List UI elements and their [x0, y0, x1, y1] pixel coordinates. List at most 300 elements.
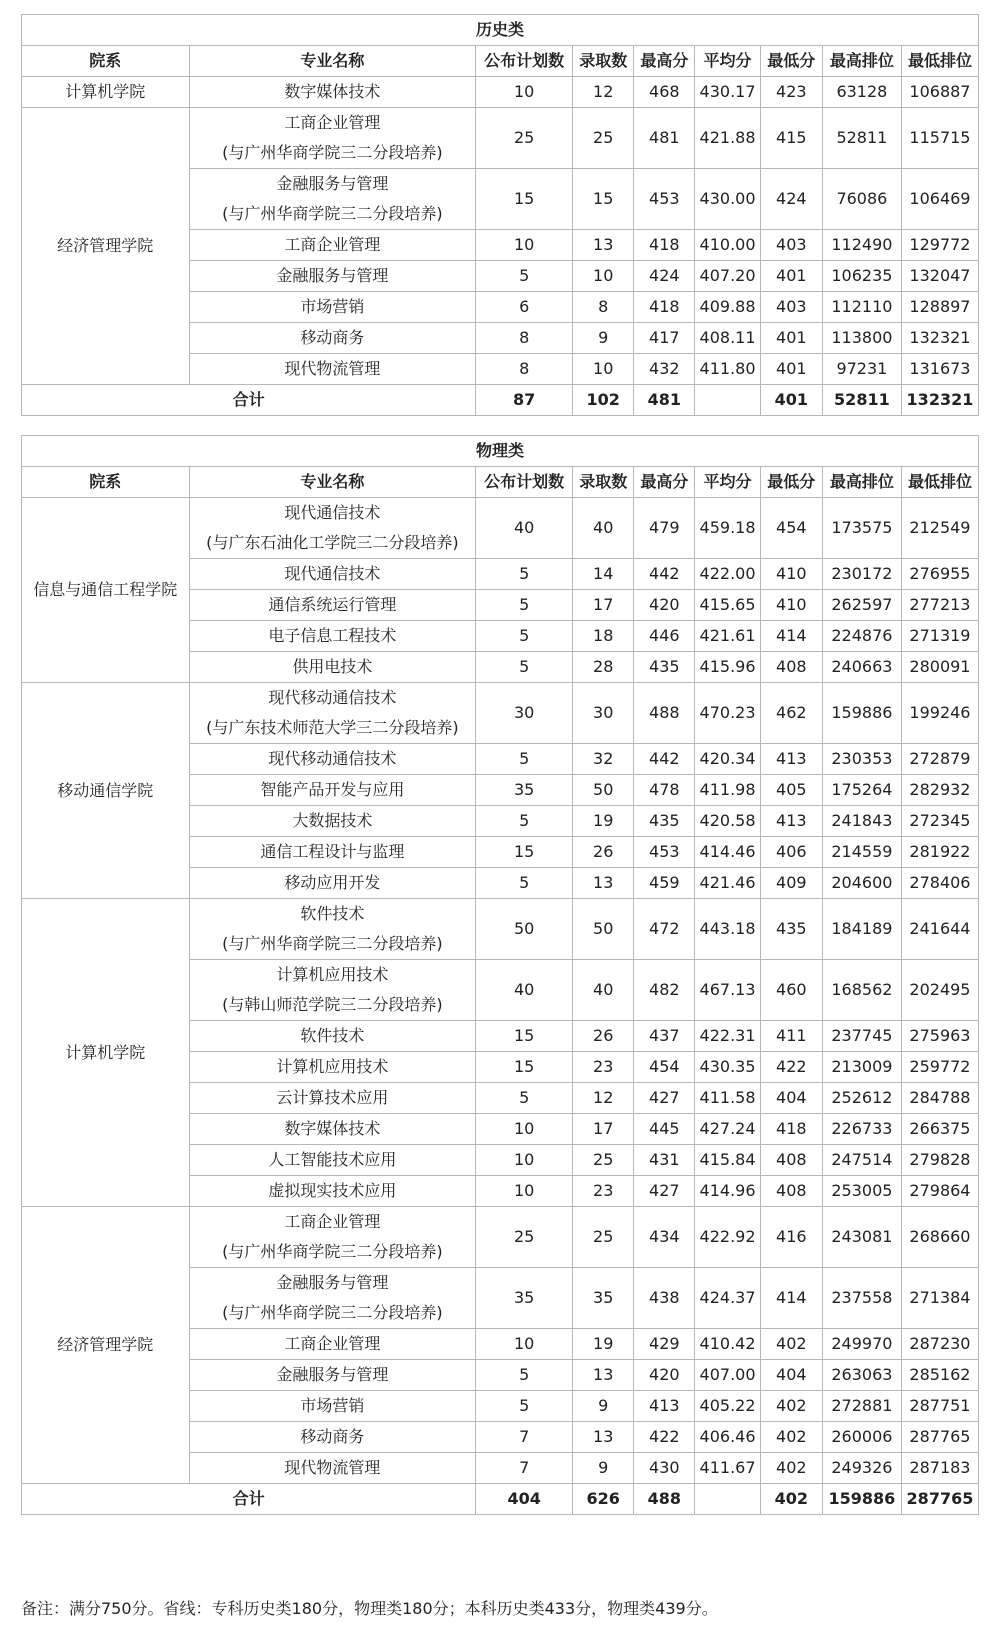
major-cell	[189, 683, 476, 744]
major-cell	[189, 1145, 476, 1176]
major-cell	[189, 775, 476, 806]
major-note: (与广东石油化工学院三二分段培养)	[206, 533, 459, 552]
major-name: 现代移动通信技术	[268, 749, 397, 768]
value-cell: 276955	[901, 559, 978, 590]
value-cell: 416	[760, 1207, 822, 1268]
value-cell: 5	[476, 652, 573, 683]
value-cell: 404	[760, 1360, 822, 1391]
value-cell: 106469	[901, 169, 978, 230]
column-header: 公布计划数	[476, 467, 573, 498]
major-cell	[189, 652, 476, 683]
major-cell	[189, 498, 476, 559]
footnote: 备注：满分750分。省线：专科历史类180分，物理类180分；本科历史类433分，物理类439分。	[21, 1599, 718, 1618]
college-cell: 信息与通信工程学院	[22, 498, 190, 683]
value-cell: 262597	[822, 590, 901, 621]
major-note: (与广州华商学院三二分段培养)	[222, 204, 443, 223]
value-cell: 422.92	[695, 1207, 760, 1268]
total-value: 626	[573, 1484, 634, 1515]
total-value: 52811	[822, 385, 901, 416]
value-cell: 241843	[822, 806, 901, 837]
major-cell	[189, 899, 476, 960]
value-cell: 408	[760, 652, 822, 683]
total-value: 488	[634, 1484, 695, 1515]
value-cell: 15	[476, 837, 573, 868]
total-value: 87	[476, 385, 573, 416]
value-cell: 277213	[901, 590, 978, 621]
total-value: 102	[573, 385, 634, 416]
value-cell: 418	[634, 230, 695, 261]
major-name: 通信系统运行管理	[268, 595, 397, 614]
value-cell: 414.46	[695, 837, 760, 868]
value-cell: 40	[573, 498, 634, 559]
value-cell: 413	[760, 744, 822, 775]
total-value: 401	[760, 385, 822, 416]
major-note: (与广州华商学院三二分段培养)	[222, 934, 443, 953]
value-cell: 13	[573, 230, 634, 261]
value-cell: 410.00	[695, 230, 760, 261]
value-cell: 470.23	[695, 683, 760, 744]
value-cell: 279828	[901, 1145, 978, 1176]
value-cell: 271319	[901, 621, 978, 652]
value-cell: 272881	[822, 1391, 901, 1422]
value-cell: 413	[634, 1391, 695, 1422]
value-cell: 26	[573, 1021, 634, 1052]
total-value: 159886	[822, 1484, 901, 1515]
major-name: 现代通信技术	[284, 503, 381, 522]
value-cell: 12	[573, 77, 634, 108]
value-cell: 28	[573, 652, 634, 683]
major-cell	[189, 1083, 476, 1114]
value-cell: 409	[760, 868, 822, 899]
value-cell: 5	[476, 559, 573, 590]
value-cell: 76086	[822, 169, 901, 230]
value-cell: 13	[573, 1422, 634, 1453]
value-cell: 420.34	[695, 744, 760, 775]
value-cell: 131673	[901, 354, 978, 385]
value-cell: 249970	[822, 1329, 901, 1360]
major-cell	[189, 868, 476, 899]
table-row	[22, 899, 979, 960]
major-cell	[189, 292, 476, 323]
value-cell: 414.96	[695, 1176, 760, 1207]
value-cell: 23	[573, 1176, 634, 1207]
total-value: 481	[634, 385, 695, 416]
college-cell: 移动通信学院	[22, 683, 190, 899]
value-cell: 438	[634, 1268, 695, 1329]
value-cell: 5	[476, 590, 573, 621]
major-cell	[189, 1052, 476, 1083]
major-cell	[189, 1207, 476, 1268]
value-cell: 442	[634, 744, 695, 775]
value-cell: 260006	[822, 1422, 901, 1453]
value-cell: 212549	[901, 498, 978, 559]
value-cell: 430	[634, 1453, 695, 1484]
major-note: (与广州华商学院三二分段培养)	[222, 1242, 443, 1261]
value-cell: 7	[476, 1453, 573, 1484]
value-cell: 10	[573, 354, 634, 385]
value-cell: 417	[634, 323, 695, 354]
value-cell: 407.20	[695, 261, 760, 292]
value-cell: 430.35	[695, 1052, 760, 1083]
value-cell: 9	[573, 323, 634, 354]
total-value: 402	[760, 1484, 822, 1515]
college-cell: 经济管理学院	[22, 108, 190, 385]
value-cell: 112490	[822, 230, 901, 261]
value-cell: 10	[476, 1145, 573, 1176]
value-cell: 405.22	[695, 1391, 760, 1422]
value-cell: 415.65	[695, 590, 760, 621]
value-cell: 443.18	[695, 899, 760, 960]
value-cell: 132321	[901, 323, 978, 354]
value-cell: 410	[760, 559, 822, 590]
value-cell: 253005	[822, 1176, 901, 1207]
value-cell: 284788	[901, 1083, 978, 1114]
major-name: 大数据技术	[292, 811, 373, 830]
value-cell: 9	[573, 1453, 634, 1484]
value-cell: 278406	[901, 868, 978, 899]
total-value: 287765	[901, 1484, 978, 1515]
value-cell: 427	[634, 1176, 695, 1207]
value-cell: 430.17	[695, 77, 760, 108]
value-cell: 13	[573, 868, 634, 899]
major-name: 现代物流管理	[284, 1458, 381, 1477]
value-cell: 128897	[901, 292, 978, 323]
value-cell: 421.46	[695, 868, 760, 899]
value-cell: 17	[573, 1114, 634, 1145]
value-cell: 411	[760, 1021, 822, 1052]
value-cell: 403	[760, 230, 822, 261]
value-cell: 408	[760, 1176, 822, 1207]
value-cell: 202495	[901, 960, 978, 1021]
major-name: 软件技术	[300, 1026, 365, 1045]
value-cell: 30	[573, 683, 634, 744]
value-cell: 435	[760, 899, 822, 960]
value-cell: 40	[476, 498, 573, 559]
value-cell: 214559	[822, 837, 901, 868]
value-cell: 5	[476, 806, 573, 837]
value-cell: 403	[760, 292, 822, 323]
column-header: 最高分	[634, 467, 695, 498]
value-cell: 15	[573, 169, 634, 230]
column-header: 最低分	[760, 467, 822, 498]
value-cell: 434	[634, 1207, 695, 1268]
value-cell: 252612	[822, 1083, 901, 1114]
major-cell	[189, 261, 476, 292]
total-value: 404	[476, 1484, 573, 1515]
value-cell: 422	[634, 1422, 695, 1453]
value-cell: 272879	[901, 744, 978, 775]
value-cell: 415.96	[695, 652, 760, 683]
value-cell: 6	[476, 292, 573, 323]
major-name: 工商企业管理	[284, 235, 381, 254]
value-cell: 249326	[822, 1453, 901, 1484]
major-cell	[189, 1453, 476, 1484]
major-cell	[189, 1114, 476, 1145]
value-cell: 17	[573, 590, 634, 621]
value-cell: 422.31	[695, 1021, 760, 1052]
value-cell: 424	[760, 169, 822, 230]
value-cell: 281922	[901, 837, 978, 868]
major-name: 工商企业管理	[284, 1212, 381, 1231]
value-cell: 287230	[901, 1329, 978, 1360]
value-cell: 168562	[822, 960, 901, 1021]
value-cell: 9	[573, 1391, 634, 1422]
major-cell	[189, 590, 476, 621]
major-cell	[189, 169, 476, 230]
major-cell	[189, 960, 476, 1021]
value-cell: 52811	[822, 108, 901, 169]
major-cell	[189, 77, 476, 108]
major-name: 计算机应用技术	[276, 1057, 389, 1076]
major-cell	[189, 354, 476, 385]
major-name: 移动商务	[300, 1427, 365, 1446]
value-cell: 30	[476, 683, 573, 744]
column-header: 院系	[22, 467, 190, 498]
value-cell: 429	[634, 1329, 695, 1360]
major-name: 工商企业管理	[284, 1334, 381, 1353]
value-cell: 423	[760, 77, 822, 108]
value-cell: 5	[476, 1391, 573, 1422]
value-cell: 18	[573, 621, 634, 652]
value-cell: 401	[760, 323, 822, 354]
value-cell: 5	[476, 868, 573, 899]
major-cell	[189, 1360, 476, 1391]
table-title: 历史类	[22, 15, 979, 46]
value-cell: 411.67	[695, 1453, 760, 1484]
value-cell: 230353	[822, 744, 901, 775]
value-cell: 415.84	[695, 1145, 760, 1176]
value-cell: 106887	[901, 77, 978, 108]
column-header: 专业名称	[189, 46, 476, 77]
value-cell: 224876	[822, 621, 901, 652]
value-cell: 488	[634, 683, 695, 744]
value-cell: 287751	[901, 1391, 978, 1422]
value-cell: 15	[476, 169, 573, 230]
value-cell: 453	[634, 169, 695, 230]
value-cell: 263063	[822, 1360, 901, 1391]
value-cell: 420	[634, 590, 695, 621]
value-cell: 435	[634, 652, 695, 683]
value-cell: 10	[476, 77, 573, 108]
table-row	[22, 498, 979, 559]
column-header: 最低分	[760, 46, 822, 77]
value-cell: 243081	[822, 1207, 901, 1268]
value-cell: 415	[760, 108, 822, 169]
major-cell	[189, 1021, 476, 1052]
value-cell: 421.88	[695, 108, 760, 169]
major-name: 现代物流管理	[284, 359, 381, 378]
value-cell: 432	[634, 354, 695, 385]
value-cell: 280091	[901, 652, 978, 683]
value-cell: 427	[634, 1083, 695, 1114]
value-cell: 402	[760, 1391, 822, 1422]
value-cell: 401	[760, 354, 822, 385]
major-cell	[189, 1268, 476, 1329]
value-cell: 112110	[822, 292, 901, 323]
value-cell: 106235	[822, 261, 901, 292]
major-cell	[189, 323, 476, 354]
value-cell: 50	[573, 775, 634, 806]
value-cell: 481	[634, 108, 695, 169]
value-cell: 407.00	[695, 1360, 760, 1391]
major-note: (与广州华商学院三二分段培养)	[222, 143, 443, 162]
value-cell: 63128	[822, 77, 901, 108]
table-row	[22, 683, 979, 744]
major-name: 金融服务与管理	[276, 1365, 389, 1384]
value-cell: 282932	[901, 775, 978, 806]
value-cell: 445	[634, 1114, 695, 1145]
value-cell: 408.11	[695, 323, 760, 354]
value-cell: 446	[634, 621, 695, 652]
value-cell: 23	[573, 1052, 634, 1083]
value-cell: 25	[573, 108, 634, 169]
column-header: 最低排位	[901, 467, 978, 498]
value-cell: 285162	[901, 1360, 978, 1391]
value-cell: 406	[760, 837, 822, 868]
value-cell: 5	[476, 1360, 573, 1391]
value-cell: 275963	[901, 1021, 978, 1052]
value-cell: 7	[476, 1422, 573, 1453]
value-cell: 35	[476, 1268, 573, 1329]
total-value: 132321	[901, 385, 978, 416]
value-cell: 204600	[822, 868, 901, 899]
value-cell: 421.61	[695, 621, 760, 652]
major-name: 移动应用开发	[284, 873, 381, 892]
value-cell: 462	[760, 683, 822, 744]
table-row	[22, 1207, 979, 1268]
value-cell: 15	[476, 1052, 573, 1083]
column-header: 平均分	[695, 467, 760, 498]
value-cell: 420.58	[695, 806, 760, 837]
column-header: 公布计划数	[476, 46, 573, 77]
value-cell: 247514	[822, 1145, 901, 1176]
value-cell: 213009	[822, 1052, 901, 1083]
value-cell: 241644	[901, 899, 978, 960]
value-cell: 287183	[901, 1453, 978, 1484]
major-name: 软件技术	[300, 904, 365, 923]
total-label: 合计	[22, 1484, 476, 1515]
value-cell: 8	[476, 354, 573, 385]
value-cell: 8	[476, 323, 573, 354]
total-value	[695, 385, 760, 416]
value-cell: 5	[476, 621, 573, 652]
value-cell: 115715	[901, 108, 978, 169]
major-name: 移动商务	[300, 328, 365, 347]
value-cell: 97231	[822, 354, 901, 385]
column-header: 最高分	[634, 46, 695, 77]
value-cell: 402	[760, 1329, 822, 1360]
value-cell: 271384	[901, 1268, 978, 1329]
value-cell: 279864	[901, 1176, 978, 1207]
value-cell: 467.13	[695, 960, 760, 1021]
value-cell: 268660	[901, 1207, 978, 1268]
major-name: 金融服务与管理	[276, 266, 389, 285]
major-note: (与广东技术师范大学三二分段培养)	[206, 718, 459, 737]
major-note: (与韩山师范学院三二分段培养)	[222, 995, 443, 1014]
value-cell: 19	[573, 1329, 634, 1360]
value-cell: 25	[476, 1207, 573, 1268]
value-cell: 40	[476, 960, 573, 1021]
value-cell: 50	[573, 899, 634, 960]
value-cell: 422.00	[695, 559, 760, 590]
value-cell: 454	[760, 498, 822, 559]
major-cell	[189, 1422, 476, 1453]
major-cell	[189, 621, 476, 652]
column-header: 最高排位	[822, 46, 901, 77]
major-cell	[189, 108, 476, 169]
major-name: 供用电技术	[292, 657, 373, 676]
value-cell: 414	[760, 1268, 822, 1329]
value-cell: 32	[573, 744, 634, 775]
major-name: 现代移动通信技术	[268, 688, 397, 707]
major-cell	[189, 1391, 476, 1422]
value-cell: 35	[573, 1268, 634, 1329]
value-cell: 427.24	[695, 1114, 760, 1145]
major-name: 通信工程设计与监理	[260, 842, 405, 861]
major-name: 市场营销	[300, 297, 365, 316]
value-cell: 237558	[822, 1268, 901, 1329]
column-header: 录取数	[573, 46, 634, 77]
major-cell	[189, 230, 476, 261]
value-cell: 414	[760, 621, 822, 652]
value-cell: 430.00	[695, 169, 760, 230]
value-cell: 442	[634, 559, 695, 590]
college-cell: 计算机学院	[22, 77, 190, 108]
value-cell: 5	[476, 744, 573, 775]
major-name: 虚拟现实技术应用	[268, 1181, 397, 1200]
value-cell: 413	[760, 806, 822, 837]
value-cell: 15	[476, 1021, 573, 1052]
value-cell: 404	[760, 1083, 822, 1114]
value-cell: 402	[760, 1453, 822, 1484]
value-cell: 129772	[901, 230, 978, 261]
value-cell: 424	[634, 261, 695, 292]
value-cell: 240663	[822, 652, 901, 683]
value-cell: 13	[573, 1360, 634, 1391]
value-cell: 409.88	[695, 292, 760, 323]
value-cell: 14	[573, 559, 634, 590]
value-cell: 259772	[901, 1052, 978, 1083]
major-name: 数字媒体技术	[284, 1119, 381, 1138]
major-cell	[189, 806, 476, 837]
value-cell: 113800	[822, 323, 901, 354]
value-cell: 431	[634, 1145, 695, 1176]
major-name: 人工智能技术应用	[268, 1150, 397, 1169]
value-cell: 408	[760, 1145, 822, 1176]
value-cell: 422	[760, 1052, 822, 1083]
major-note: (与广州华商学院三二分段培养)	[222, 1303, 443, 1322]
value-cell: 410.42	[695, 1329, 760, 1360]
value-cell: 12	[573, 1083, 634, 1114]
value-cell: 482	[634, 960, 695, 1021]
value-cell: 459.18	[695, 498, 760, 559]
value-cell: 173575	[822, 498, 901, 559]
total-value	[695, 1484, 760, 1515]
value-cell: 5	[476, 1083, 573, 1114]
value-cell: 479	[634, 498, 695, 559]
major-name: 计算机应用技术	[276, 965, 389, 984]
value-cell: 10	[476, 1114, 573, 1145]
major-name: 电子信息工程技术	[268, 626, 397, 645]
value-cell: 25	[573, 1145, 634, 1176]
major-cell	[189, 744, 476, 775]
value-cell: 411.58	[695, 1083, 760, 1114]
value-cell: 266375	[901, 1114, 978, 1145]
value-cell: 132047	[901, 261, 978, 292]
value-cell: 26	[573, 837, 634, 868]
value-cell: 424.37	[695, 1268, 760, 1329]
value-cell: 410	[760, 590, 822, 621]
